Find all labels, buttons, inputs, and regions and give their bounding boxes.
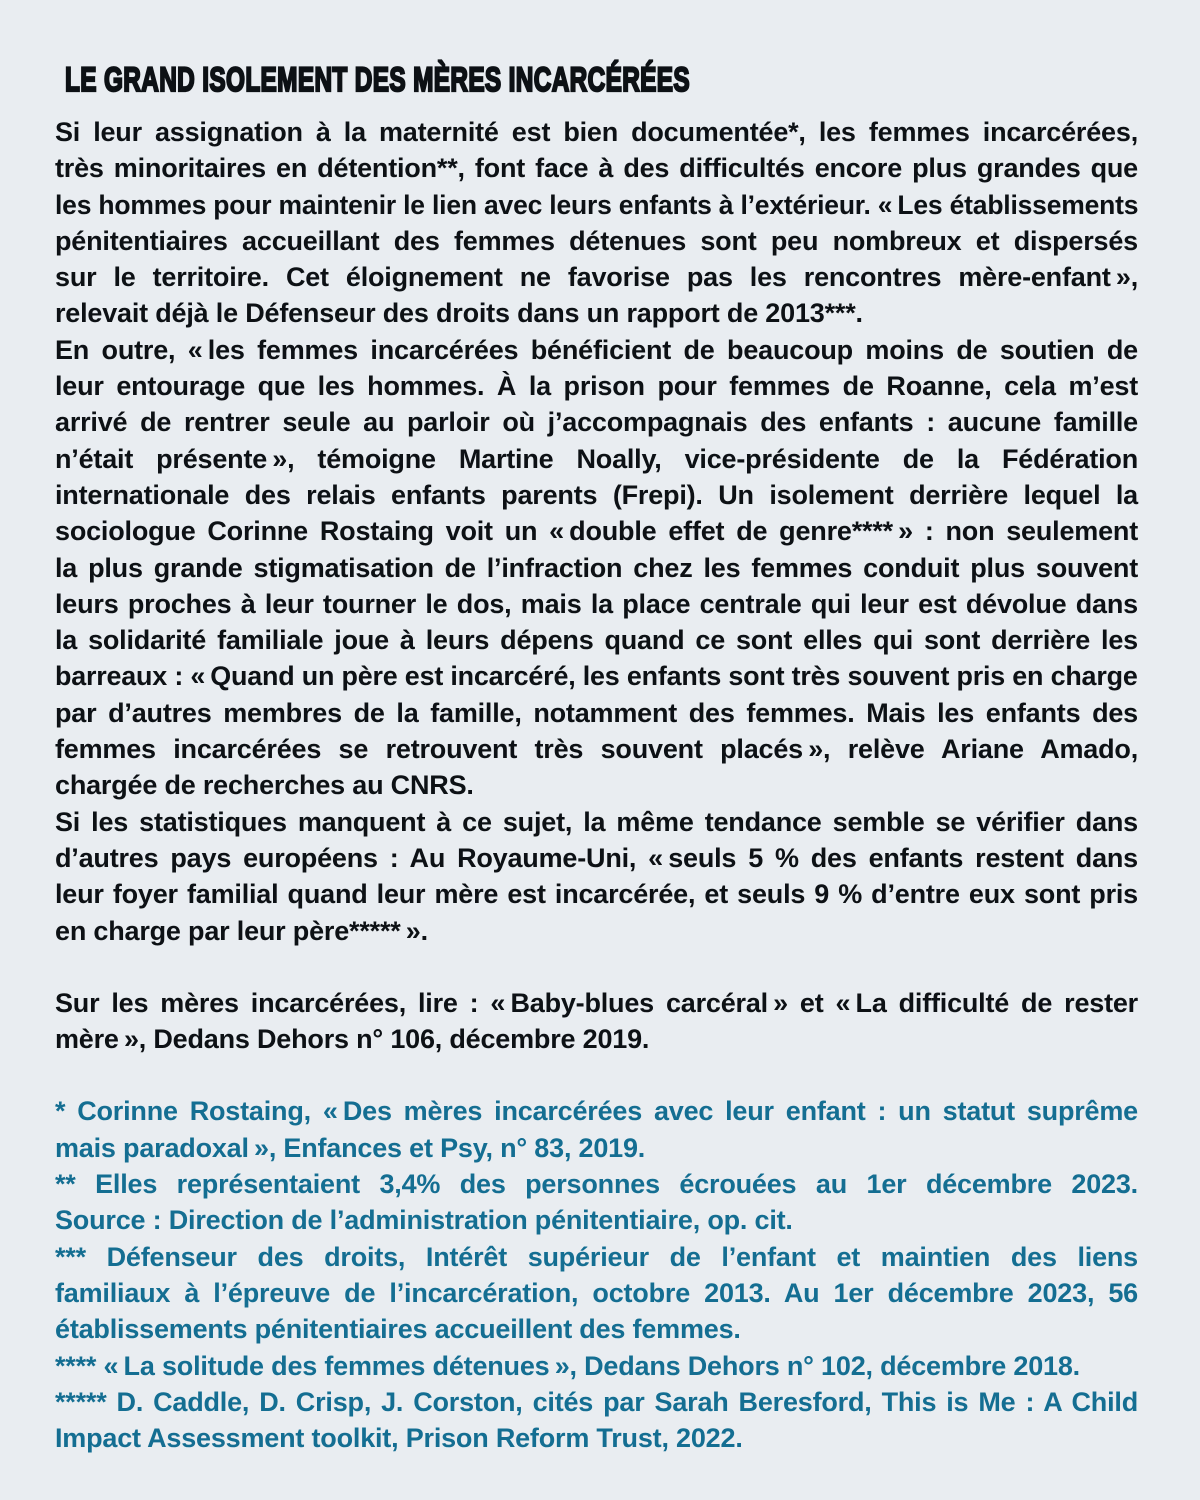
footnote	[55, 1093, 1138, 1166]
text-line: leur entourage que les hommes. À la prison pour femmes de Roanne, cela m’est	[55, 371, 1138, 402]
body-paragraph	[55, 804, 1138, 949]
text-line: Source : Direction de l’administration pénitentiaire, op. cit.	[55, 1205, 793, 1236]
text-line: chargée de recherches au CNRS.	[55, 770, 474, 801]
footnote	[55, 1348, 1138, 1384]
text-line: **** « La solitude des femmes détenues », Dedans Dehors n° 102, décembre 2018.	[55, 1350, 1080, 1381]
body-paragraph	[55, 332, 1138, 804]
text-line: Impact Assessment toolkit, Prison Reform Trust, 2022.	[55, 1423, 743, 1454]
text-line: ** Elles représentaient 3,4% des personnes écrouées au 1er décembre 2023.	[55, 1169, 1138, 1200]
text-line: d’autres pays européens : Au Royaume-Uni, « seuls 5 % des enfants restent dans	[55, 842, 1138, 873]
article-title: LE GRAND ISOLEMENT DES MÈRES INCARCÉRÉES	[65, 61, 690, 99]
text-line: sur le territoire. Cet éloignement ne favorise pas les rencontres mère-enfant »,	[55, 262, 1138, 293]
page	[55, 0, 1138, 1456]
footnote	[55, 1239, 1138, 1348]
text-line: familiaux à l’épreuve de l’incarcération, octobre 2013. Au 1er décembre 2023, 56	[55, 1277, 1138, 1308]
text-line: barreaux : « Quand un père est incarcéré, les enfants sont très souvent pris en charge	[55, 661, 1138, 692]
text-line: leurs proches à leur tourner le dos, mais la place centrale qui leur est dévolue dans	[55, 588, 1138, 619]
text-line: les hommes pour maintenir le lien avec leurs enfants à l’extérieur. « Les établissements	[55, 189, 1139, 220]
text-line: femmes incarcérées se retrouvent très souvent placés », relève Ariane Amado,	[55, 734, 1138, 765]
text-line: la plus grande stigmatisation de l’infraction chez les femmes conduit plus souvent	[55, 552, 1138, 583]
text-line: Si leur assignation à la maternité est bien documentée*, les femmes incarcérées,	[55, 117, 1138, 147]
text-line: la solidarité familiale joue à leurs dépens quand ce sont elles qui sont derrière les	[55, 625, 1138, 656]
body-paragraph	[55, 114, 1138, 332]
text-line: internationale des relais enfants parents (Frepi). Un isolement derrière lequel la	[55, 479, 1138, 510]
text-line: *** Défenseur des droits, Intérêt supérieur de l’enfant et maintien des liens	[55, 1241, 1138, 1272]
text-line: par d’autres membres de la famille, notamment des femmes. Mais les enfants des	[55, 697, 1138, 728]
text-line: arrivé de rentrer seule au parloir où j’accompagnais des enfants : aucune famille	[55, 407, 1138, 438]
text-line: ***** D. Caddle, D. Crisp, J. Corston, cités par Sarah Beresford, This is Me : A Child	[55, 1386, 1138, 1417]
text-line: Sur les mères incarcérées, lire : « Baby-blues carcéral » et « La difficulté de rester	[55, 987, 1138, 1018]
text-line: n’était présente », témoigne Martine Noally, vice-présidente de la Fédération	[55, 443, 1138, 474]
article-body	[55, 114, 1138, 949]
text-line: établissements pénitentiaires accueillent des femmes.	[55, 1314, 741, 1345]
text-line: Si les statistiques manquent à ce sujet, la même tendance semble se vérifier dans	[55, 806, 1138, 837]
text-line: mère », Dedans Dehors n° 106, décembre 2019.	[55, 1024, 650, 1055]
text-line: très minoritaires en détention**, font face à des difficultés encore plus grandes que	[55, 153, 1138, 184]
text-line: * Corinne Rostaing, « Des mères incarcérées avec leur enfant : un statut suprême	[55, 1096, 1138, 1127]
text-line: en charge par leur père***** ».	[55, 915, 428, 946]
reading-note	[55, 985, 1138, 1058]
text-line: leur foyer familial quand leur mère est incarcérée, et seuls 9 % d’entre eux sont pris	[55, 879, 1138, 910]
text-line: mais paradoxal », Enfances et Psy, n° 83, 2019.	[55, 1132, 646, 1163]
text-line: pénitentiaires accueillant des femmes détenues sont peu nombreux et dispersés	[55, 225, 1138, 256]
text-line: En outre, « les femmes incarcérées bénéficient de beaucoup moins de soutien de	[55, 334, 1138, 365]
text-line: sociologue Corinne Rostaing voit un « double effet de genre**** » : non seulement	[55, 516, 1138, 547]
reading-note-paragraph	[55, 985, 1138, 1058]
text-line: relevait déjà le Défenseur des droits dans un rapport de 2013***.	[55, 298, 863, 329]
footnote	[55, 1166, 1138, 1239]
footnotes	[55, 1093, 1138, 1456]
footnote	[55, 1384, 1138, 1457]
